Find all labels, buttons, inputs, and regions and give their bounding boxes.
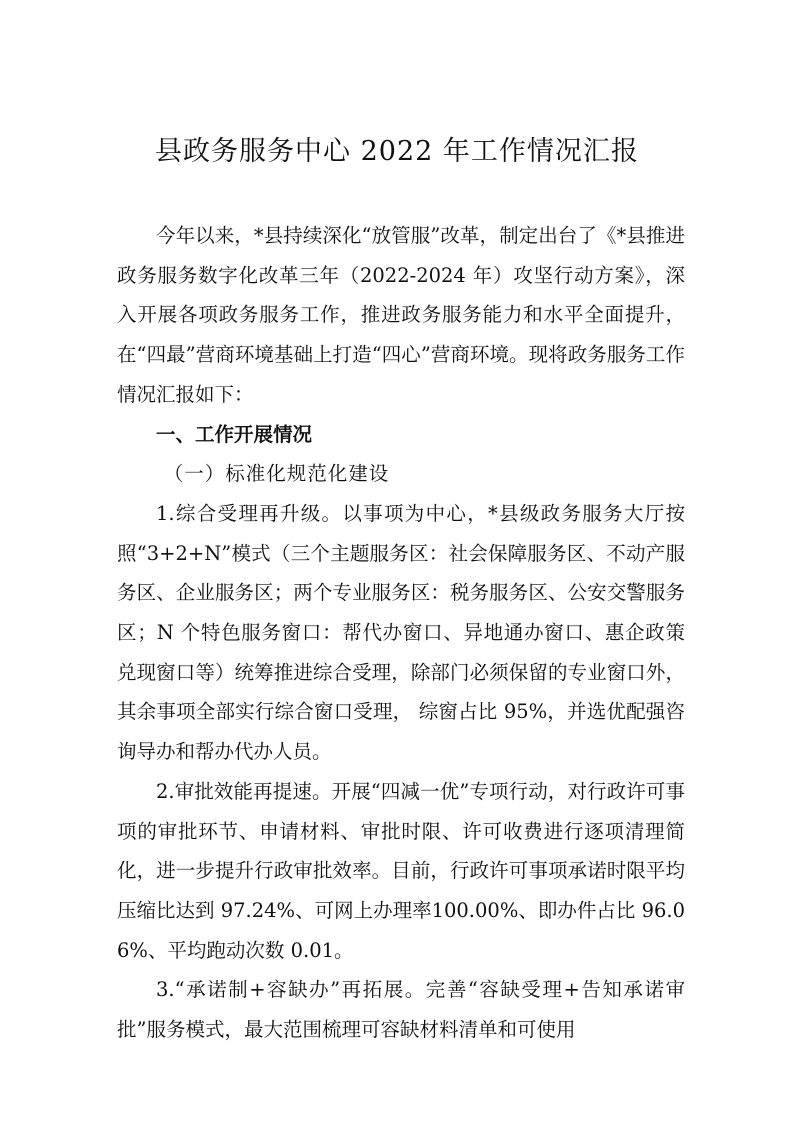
intro-paragraph: 今年以来，*县持续深化“放管服”改革，制定出台了《*县推进政务服务数字化改革三年（2022-2024 年）攻坚行动方案》，深入开展各项政务服务工作，推进政务服务能力和水平全面提升，在“四最”营商环境基础上打造“四心”营商环境。现将政务服务工作情况汇报如下： (117, 224, 685, 406)
subsection-heading: （一）标准化规范化建设 (163, 462, 390, 486)
section-heading: 一、工作开展情况 (156, 422, 313, 446)
document-body (117, 216, 685, 1050)
item-paragraph-2: 2.审批效能再提速。开展“四减一优”专项行动，对行政许可事项的审批环节、申请材料、审批时限、许可收费进行逐项清理简化，进一步提升行政审批效率。目前，行政许可事项承诺时限平均压缩比达到 97.24%、可网上办理率100.00%、即办件占比 96.06%、平均跑动次数 0.01。 (117, 779, 685, 962)
item-paragraph-1: 1.综合受理再升级。以事项为中心，*县级政务服务大厅按照“3+2+N”模式（三个主题服务区：社会保障服务区、不动产服务区、企业服务区；两个专业服务区：税务服务区、公安交警服务区；N 个特色服务窗口：帮代办窗口、异地通办窗口、惠企政策兑现窗口等）统筹推进综合受理，除部门必须保留的专业窗口外，其余事项全部实行综合窗口受理， 综窗占比 95%，并选优配强咨询导办和帮办代办人员。 (117, 501, 685, 764)
item-paragraph-3: 3.“承诺制+容缺办”再拓展。完善“容缺受理+告知承诺审批”服务模式，最大范围梳理可容缺材料清单和可使用 (117, 978, 685, 1042)
document-title: 县政务服务中心 2022 年工作情况汇报 (155, 136, 639, 167)
